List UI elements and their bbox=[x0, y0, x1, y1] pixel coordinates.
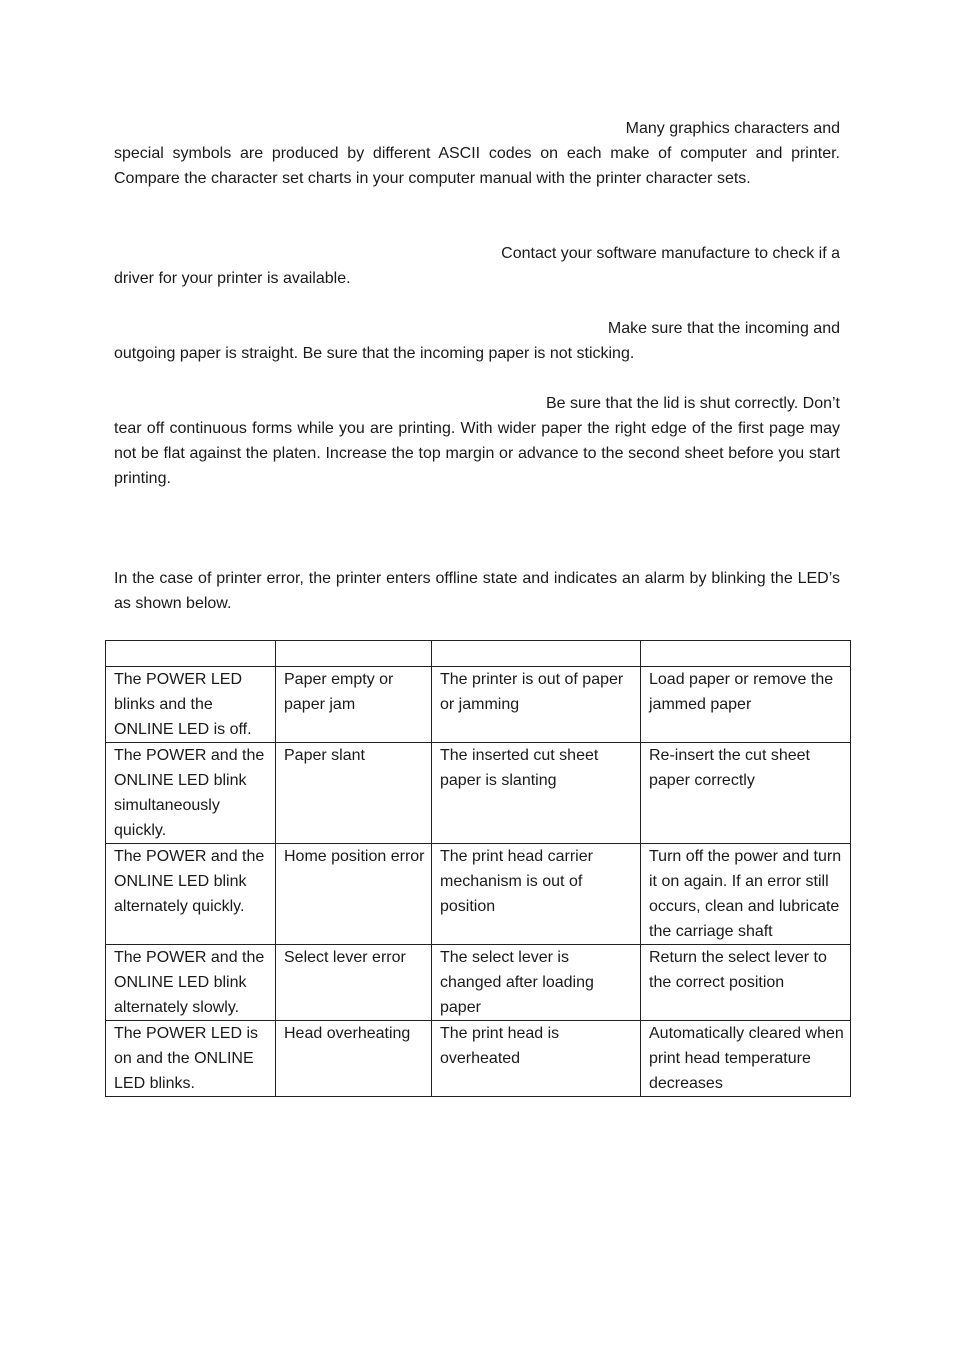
remedy-cell: Re-insert the cut sheet paper correctly bbox=[641, 743, 851, 844]
led-state-cell: The POWER and the ONLINE LED blink alternately quickly. bbox=[106, 844, 276, 945]
table-header-row bbox=[106, 641, 851, 667]
driver-paragraph bbox=[114, 241, 840, 291]
paragraph-first-line: Many graphics characters and bbox=[625, 120, 840, 137]
remedy-cell: Automatically cleared when print head temperature decreases bbox=[641, 1021, 851, 1097]
cause-cell: The select lever is changed after loading paper bbox=[432, 945, 641, 1021]
error-name-cell: Select lever error bbox=[276, 945, 432, 1021]
error-table bbox=[105, 640, 851, 1097]
remedy-cell: Load paper or remove the jammed paper bbox=[641, 667, 851, 743]
error-intro-paragraph: In the case of printer error, the printer enters offline state and indicates an alarm by blinking the LED’s as shown below. bbox=[114, 570, 840, 612]
led-state-cell: The POWER and the ONLINE LED blink simultaneously quickly. bbox=[106, 743, 276, 844]
table-header-cell bbox=[432, 641, 641, 667]
error-name-cell: Home position error bbox=[276, 844, 432, 945]
table-row bbox=[106, 945, 851, 1021]
paragraph-first-line: Contact your software manufacture to check if a bbox=[501, 245, 840, 262]
cause-cell: The inserted cut sheet paper is slanting bbox=[432, 743, 641, 844]
paragraph-first-line: Make sure that the incoming and bbox=[607, 320, 840, 337]
table-row bbox=[106, 1021, 851, 1097]
led-state-cell: The POWER LED is on and the ONLINE LED blinks. bbox=[106, 1021, 276, 1097]
paragraph-body: driver for your printer is available. bbox=[114, 270, 351, 287]
lid-paragraph bbox=[114, 391, 840, 491]
paper-feed-paragraph bbox=[114, 316, 840, 366]
table-row bbox=[106, 743, 851, 844]
table-header-cell bbox=[106, 641, 276, 667]
character-set-paragraph bbox=[114, 116, 840, 191]
paragraph-body: outgoing paper is straight. Be sure that the incoming paper is not sticking. bbox=[114, 345, 635, 362]
table-row bbox=[106, 667, 851, 743]
error-name-cell: Paper slant bbox=[276, 743, 432, 844]
remedy-cell: Turn off the power and turn it on again. If an error still occurs, clean and lubricate the carriage shaft bbox=[641, 844, 851, 945]
cause-cell: The print head carrier mechanism is out of position bbox=[432, 844, 641, 945]
led-state-cell: The POWER LED blinks and the ONLINE LED is off. bbox=[106, 667, 276, 743]
led-state-cell: The POWER and the ONLINE LED blink alternately slowly. bbox=[106, 945, 276, 1021]
error-name-cell: Head overheating bbox=[276, 1021, 432, 1097]
table-header-cell bbox=[641, 641, 851, 667]
cause-cell: The print head is overheated bbox=[432, 1021, 641, 1097]
table-header-cell bbox=[276, 641, 432, 667]
remedy-cell: Return the select lever to the correct position bbox=[641, 945, 851, 1021]
paragraph-body: tear off continuous forms while you are printing. With wider paper the right edge of the first page may not be flat against the platen. Increase the top margin or advance to the second sheet before you start printing. bbox=[114, 420, 840, 487]
paragraph-body: special symbols are produced by different ASCII codes on each make of computer and printer. Compare the character set charts in your computer manual with the printer character sets. bbox=[114, 145, 840, 187]
paragraph-first-line: Be sure that the lid is shut correctly. Don’t bbox=[545, 395, 840, 412]
error-name-cell: Paper empty or paper jam bbox=[276, 667, 432, 743]
cause-cell: The printer is out of paper or jamming bbox=[432, 667, 641, 743]
table-row bbox=[106, 844, 851, 945]
